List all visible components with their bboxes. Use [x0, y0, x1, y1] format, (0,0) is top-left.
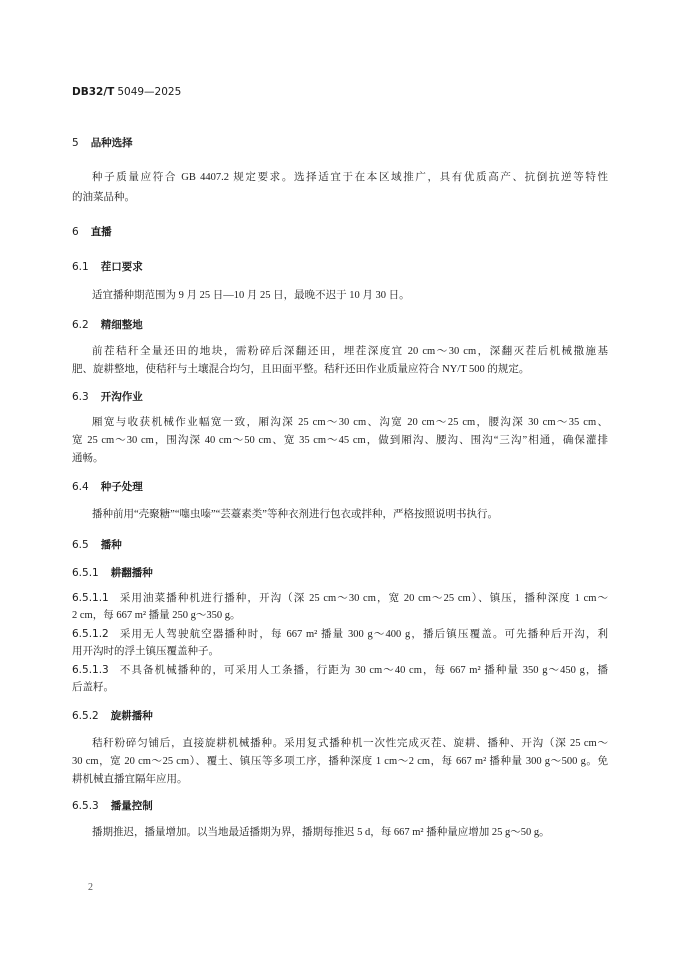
body-line: 30 cm，宽 20 cm～25 cm）、覆土、镇压等多项工序，播种深度 1 cm～2 cm，每 667 m² 播种量 300 g～500 g。免: [72, 756, 608, 767]
clause-6-5-1-2: [72, 625, 608, 661]
body-line: 耕机械直播宜隔年应用。: [72, 774, 188, 785]
section-number: 6.5.1: [72, 567, 99, 579]
section-6-3-heading: [72, 388, 608, 406]
body-line: 播期推迟，播量增加。以当地最适播期为界，播期每推迟 5 d，每 667 m² 播种量应增加 25 g～50 g。: [92, 827, 550, 838]
section-title: 直播: [90, 226, 112, 238]
clause-line: [72, 625, 608, 643]
page-number: 2: [88, 882, 93, 893]
section-5-body: [72, 168, 608, 208]
clause-line: 2 cm，每 667 m² 播量 250 g～350 g。: [72, 610, 241, 621]
body-line: 通畅。: [72, 453, 104, 464]
section-title: 耕翻播种: [110, 567, 153, 579]
section-6-5-2-body: [72, 735, 608, 789]
section-number: 6.5: [72, 539, 89, 551]
section-6-4-body: [72, 506, 608, 524]
clause-line: [72, 661, 608, 679]
section-6-2-body: [72, 343, 608, 379]
section-title: 开沟作业: [100, 391, 143, 403]
clause-line: 后盖籽。: [72, 682, 114, 693]
clause-text: 采用油菜播种机进行播种，开沟（深 25 cm～30 cm，宽 20 cm～25 cm）、镇压，播种深度 1 cm～: [118, 593, 608, 604]
section-title: 旋耕播种: [110, 710, 153, 722]
section-6-3-body: [72, 414, 608, 468]
section-number: 6.4: [72, 481, 89, 493]
section-title: 品种选择: [90, 137, 133, 149]
clause-number: 6.5.1.3: [72, 664, 109, 676]
body-line: 前茬秸秆全量还田的地块，需粉碎后深翻还田，埋茬深度宜 20 cm～30 cm，深翻灭茬后机械撒施基: [92, 346, 608, 357]
document-header: [72, 83, 608, 101]
section-6-1-body: [72, 287, 608, 305]
body-line: 种子质量应符合 GB 4407.2 规定要求。选择适宜于在本区域推广，具有优质高产、抗倒抗逆等特性: [92, 172, 608, 183]
body-line: 播种前用“壳聚糖”“噻虫嗪”“芸薹素类”等种衣剂进行包衣或拌种，严格按照说明书执行。: [92, 509, 498, 520]
section-number: 5: [72, 137, 79, 149]
section-number: 6.3: [72, 391, 89, 403]
clause-6-5-1-3: [72, 661, 608, 697]
standard-number: 5049—2025: [117, 86, 182, 98]
section-6-heading: [72, 223, 608, 241]
section-6-5-1-heading: [72, 564, 608, 582]
body-line: 秸秆粉碎匀铺后，直接旋耕机械播种。采用复式播种机一次性完成灭茬、旋耕、播种、开沟（深 25 cm～: [92, 738, 608, 749]
section-title: 播种: [100, 539, 122, 551]
body-line: 宽 25 cm～30 cm，围沟深 40 cm～50 cm、宽 35 cm～45 cm，做到厢沟、腰沟、围沟“三沟”相通，确保灌排: [72, 435, 608, 446]
section-6-4-heading: [72, 478, 608, 496]
section-number: 6.5.3: [72, 800, 99, 812]
section-title: 精细整地: [100, 319, 143, 331]
body-line: 适宜播种期范围为 9 月 25 日—10 月 25 日，最晚不迟于 10 月 30 日。: [92, 290, 410, 301]
section-6-2-heading: [72, 316, 608, 334]
section-number: 6.2: [72, 319, 89, 331]
clause-number: 6.5.1.2: [72, 628, 109, 640]
body-line: 肥、旋耕整地，使秸秆与土壤混合均匀，且田面平整。秸秆还田作业质量应符合 NY/T 500 的规定。: [72, 364, 530, 375]
body-line: 厢宽与收获机械作业幅宽一致，厢沟深 25 cm～30 cm、沟宽 20 cm～25 cm，腰沟深 30 cm～35 cm、: [92, 417, 608, 428]
section-number: 6.1: [72, 261, 89, 273]
body-line: 的油菜品种。: [72, 192, 135, 203]
standard-code: DB32/T: [72, 86, 115, 98]
section-title: 茬口要求: [100, 261, 143, 273]
section-title: 种子处理: [100, 481, 143, 493]
clause-number: 6.5.1.1: [72, 592, 109, 604]
clause-6-5-1-1: [72, 589, 608, 625]
section-6-5-2-heading: [72, 707, 608, 725]
clause-text: 采用无人驾驶航空器播种时，每 667 m² 播量 300 g～400 g，播后镇压覆盖。可先播种后开沟，利: [118, 629, 608, 640]
section-number: 6: [72, 226, 79, 238]
clause-line: [72, 589, 608, 607]
section-5-heading: [72, 134, 608, 152]
section-number: 6.5.2: [72, 710, 99, 722]
section-6-5-heading: [72, 536, 608, 554]
section-title: 播量控制: [110, 800, 153, 812]
clause-text: 不具备机械播种的，可采用人工条播，行距为 30 cm～40 cm，每 667 m² 播种量 350 g～450 g，播: [118, 665, 608, 676]
section-6-1-heading: [72, 258, 608, 276]
section-6-5-3-body: [72, 824, 608, 842]
clause-line: 用开沟时的浮土镇压覆盖种子。: [72, 646, 219, 657]
section-6-5-3-heading: [72, 797, 608, 815]
